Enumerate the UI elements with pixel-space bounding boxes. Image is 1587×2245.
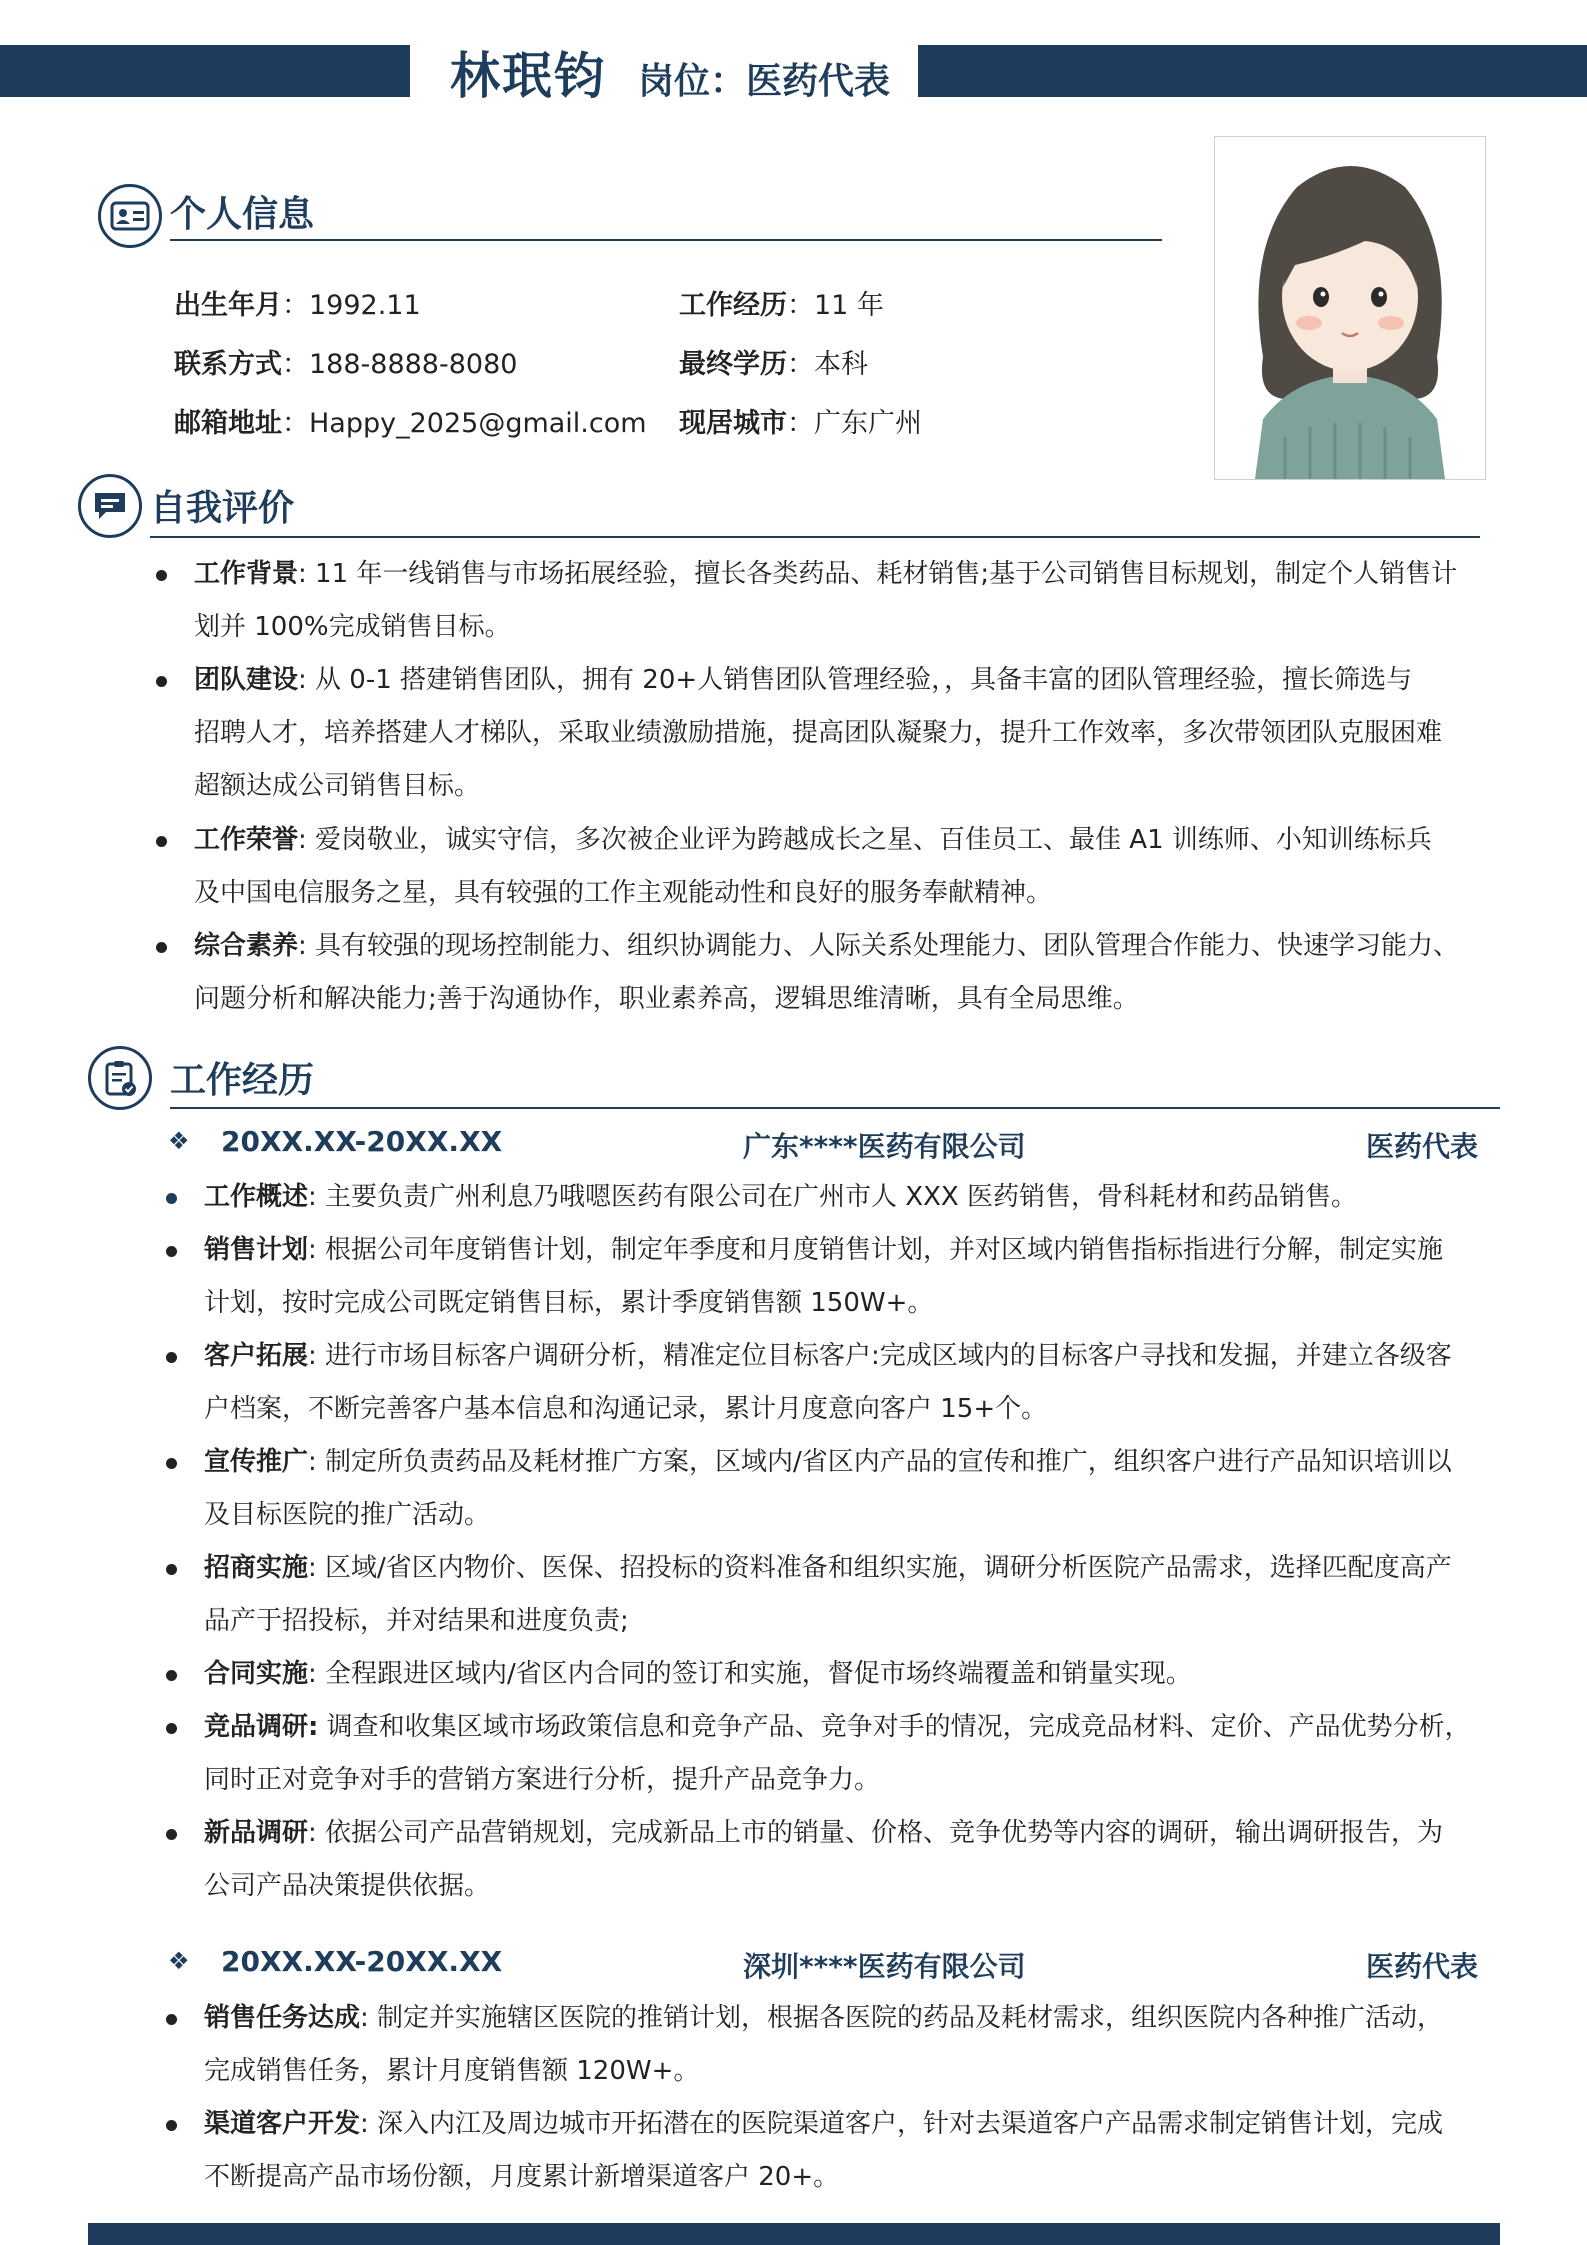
candidate-name: 林珉钧 [450,47,606,105]
list-item: 工作背景: 11 年一线销售与市场拓展经验，擅长各类药品、耗材销售;基于公司销售目标规划，制定个人销售计 划并 100%完成销售目标。 [156,548,1496,654]
list-item: 销售任务达成: 制定并实施辖区医院的推销计划，根据各医院的药品及耗材需求，组织医院内各种推广活动， 完成销售任务，累计月度销售额 120W+。 [166,1992,1506,2098]
list-item: 招商实施: 区域/省区内物价、医保、招投标的资料准备和组织实施，调研分析医院产品需求，选择匹配度高产 品产于招投标，并对结果和进度负责; [166,1542,1506,1648]
section-divider-work [170,1107,1500,1109]
job-role: 医药代表 [1365,1130,1478,1163]
info-birth: 出生年月：1992.11 [174,290,421,321]
job-date: 20XX.XX-20XX.XX [221,1945,503,1978]
list-item: 工作荣誉: 爱岗敬业，诚实守信，多次被企业评为跨越成长之星、百佳员工、最佳 A1 训练师、小知训练标兵 及中国电信服务之星，具有较强的工作主观能动性和良好的服务奉献精神。 [156,814,1496,920]
profile-photo [1214,136,1486,480]
job-header [168,1945,1478,1985]
info-education: 最终学历：本科 [679,349,868,380]
header-bar-left [0,45,410,97]
list-item: 客户拓展: 进行市场目标客户调研分析，精准定位目标客户:完成区域内的目标客户寻找和发掘，并建立各级客 户档案，不断完善客户基本信息和沟通记录，累计月度意向客户 15+个。 [166,1330,1506,1436]
list-item: 团队建设: 从 0-1 搭建销售团队，拥有 20+人销售团队管理经验，，具备丰富的团队管理经验，擅长筛选与 招聘人才，培养搭建人才梯队，采取业绩激励措施，提高团队凝聚力，提升工作效率，多次带领团队克服困难 超额达成公司销售目标。 [156,654,1496,813]
section-divider-self-eval [150,536,1480,538]
clipboard-check-icon [88,1046,152,1110]
diamond-icon: ❖ [168,1127,190,1155]
job-company: 深圳****医药有限公司 [743,1950,1026,1983]
diamond-icon: ❖ [168,1947,190,1975]
list-item: 新品调研: 依据公司产品营销规划，完成新品上市的销量、价格、竞争优势等内容的调研，输出调研报告，为 公司产品决策提供依据。 [166,1807,1506,1913]
list-item: 工作概述: 主要负责广州利息乃哦嗯医药有限公司在广州市人 XXX 医药销售，骨科耗材和药品销售。 [166,1171,1506,1224]
avatar-illustration [1215,137,1485,479]
section-title-work: 工作经历 [170,1060,315,1101]
position-line: 岗位：医药代表 [638,61,891,102]
info-experience: 工作经历：11 年 [679,290,884,321]
footer-bar [88,2223,1500,2245]
info-contact: 联系方式：188-8888-8080 [174,349,518,380]
list-item: 销售计划: 根据公司年度销售计划，制定年季度和月度销售计划，并对区域内销售指标指进行分解，制定实施 计划，按时完成公司既定销售目标，累计季度销售额 150W+。 [166,1224,1506,1330]
list-item: 竞品调研: 调查和收集区域市场政策信息和竞争产品、竞争对手的情况，完成竞品材料、定价、产品优势分析， 同时正对竞争对手的营销方案进行分析，提升产品竞争力。 [166,1701,1506,1807]
header-bar-right [918,45,1587,97]
position-label: 岗位 [638,61,711,102]
list-item: 综合素养: 具有较强的现场控制能力、组织协调能力、人际关系处理能力、团队管理合作能力、快速学习能力、 问题分析和解决能力;善于沟通协作，职业素养高，逻辑思维清晰，具有全局思维。 [156,920,1496,1026]
info-email: 邮箱地址：Happy_2025@gmail.com [174,408,647,439]
section-title-self-eval: 自我评价 [150,488,295,529]
info-city: 现居城市：广东广州 [679,408,922,439]
header-title [450,36,890,106]
id-card-icon [98,184,162,248]
job-date: 20XX.XX-20XX.XX [221,1125,503,1158]
section-title-personal: 个人信息 [170,194,315,235]
list-item: 合同实施: 全程跟进区域内/省区内合同的签订和实施，督促市场终端覆盖和销量实现。 [166,1648,1506,1701]
chat-bubble-icon [78,474,142,538]
section-divider-personal [170,239,1162,241]
position-value: 医药代表 [746,61,891,102]
job-role: 医药代表 [1365,1950,1478,1983]
job-header [168,1125,1478,1165]
list-item: 渠道客户开发: 深入内江及周边城市开拓潜在的医院渠道客户，针对去渠道客户产品需求制定销售计划，完成 不断提高产品市场份额，月度累计新增渠道客户 20+。 [166,2098,1506,2204]
list-item: 宣传推广: 制定所负责药品及耗材推广方案，区域内/省区内产品的宣传和推广，组织客户进行产品知识培训以 及目标医院的推广活动。 [166,1436,1506,1542]
job-company: 广东****医药有限公司 [743,1130,1026,1163]
